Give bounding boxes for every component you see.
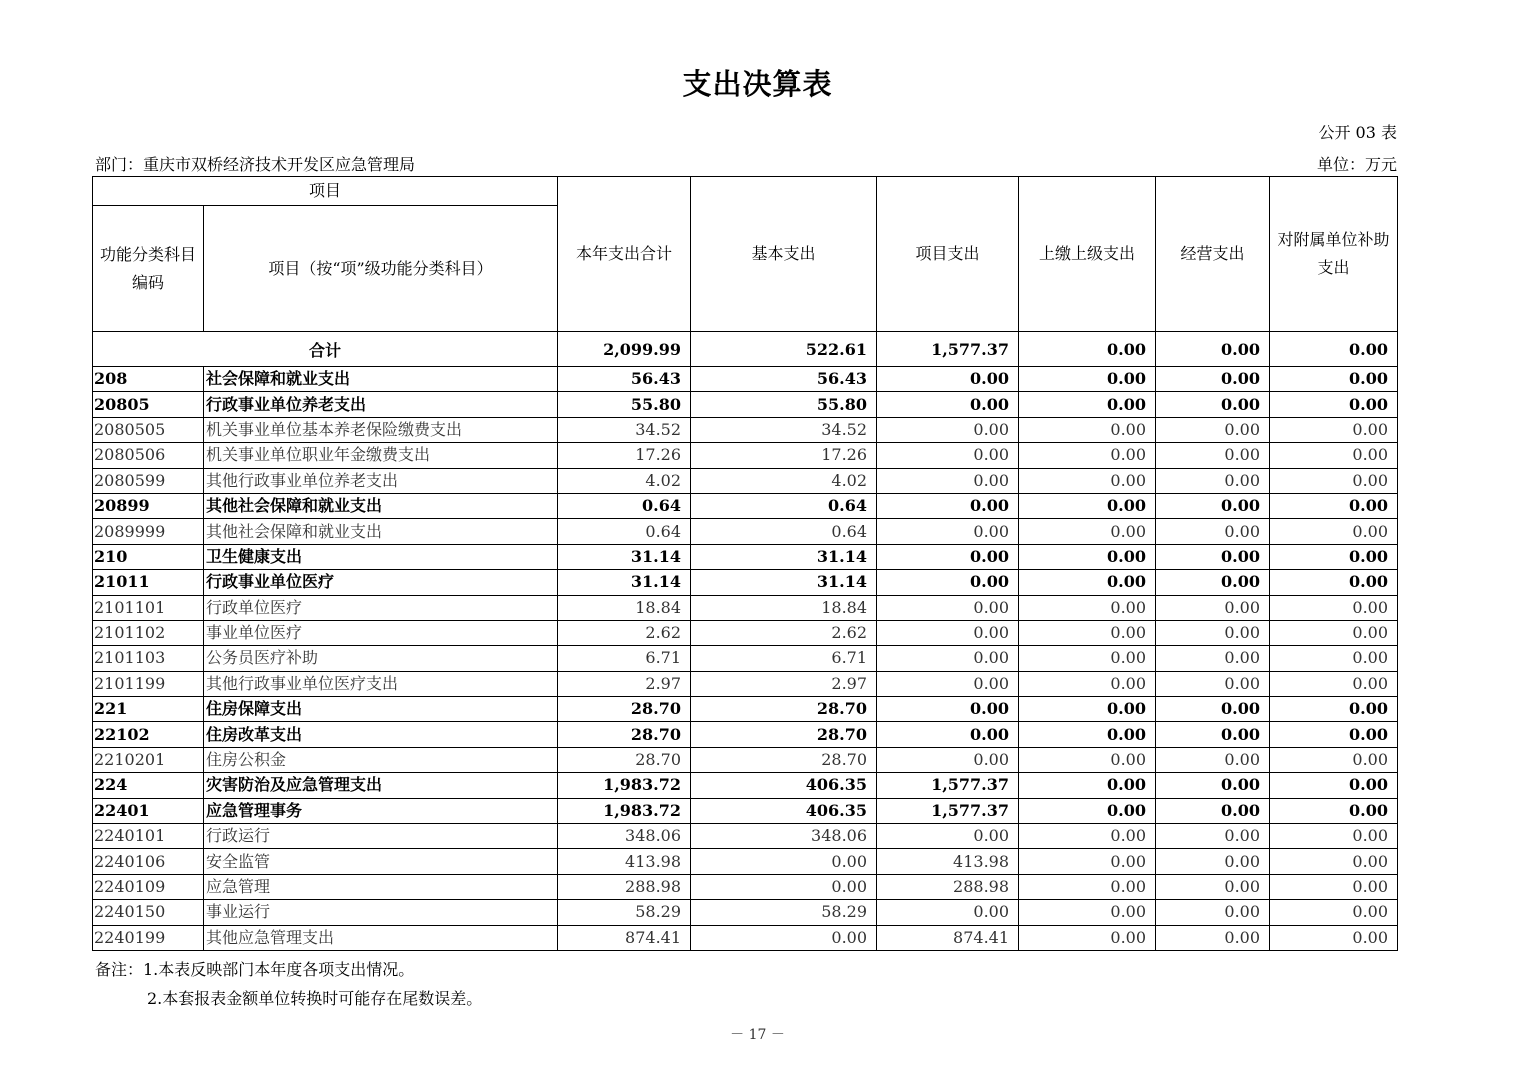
total-row <box>93 332 1398 367</box>
table-row <box>93 798 1398 823</box>
row-business: 0.00 <box>1156 392 1270 417</box>
total-project: 1,577.37 <box>877 332 1019 367</box>
row-subsidy: 0.00 <box>1270 443 1398 468</box>
row-project: 0.00 <box>877 824 1019 849</box>
row-code: 221 <box>93 697 204 722</box>
row-business: 0.00 <box>1156 849 1270 874</box>
row-basic: 2.97 <box>691 671 877 696</box>
row-name: 行政事业单位医疗 <box>204 570 558 595</box>
row-upper: 0.00 <box>1019 925 1156 950</box>
row-business: 0.00 <box>1156 595 1270 620</box>
table-row <box>93 900 1398 925</box>
page-number: － 17 － <box>730 1027 785 1043</box>
row-code: 2101103 <box>93 646 204 671</box>
row-name: 行政单位医疗 <box>204 595 558 620</box>
expenditure-table <box>92 176 1398 951</box>
table-row <box>93 722 1398 747</box>
total-subsidy: 0.00 <box>1270 332 1398 367</box>
row-total: 0.64 <box>558 493 691 518</box>
row-business: 0.00 <box>1156 417 1270 442</box>
row-name: 社会保障和就业支出 <box>204 367 558 392</box>
row-name: 行政运行 <box>204 824 558 849</box>
row-project: 0.00 <box>877 544 1019 569</box>
row-basic: 6.71 <box>691 646 877 671</box>
row-upper: 0.00 <box>1019 824 1156 849</box>
table-row <box>93 697 1398 722</box>
row-basic: 0.00 <box>691 849 877 874</box>
total-upper: 0.00 <box>1019 332 1156 367</box>
row-upper: 0.00 <box>1019 773 1156 798</box>
table-row <box>93 925 1398 950</box>
row-subsidy: 0.00 <box>1270 773 1398 798</box>
row-total: 4.02 <box>558 468 691 493</box>
row-total: 874.41 <box>558 925 691 950</box>
table-row <box>93 392 1398 417</box>
row-subsidy: 0.00 <box>1270 620 1398 645</box>
row-name: 住房公积金 <box>204 747 558 772</box>
table-row <box>93 620 1398 645</box>
table-row <box>93 570 1398 595</box>
row-code: 2240199 <box>93 925 204 950</box>
row-total: 348.06 <box>558 824 691 849</box>
row-basic: 31.14 <box>691 544 877 569</box>
row-name: 机关事业单位职业年金缴费支出 <box>204 443 558 468</box>
row-total: 1,983.72 <box>558 773 691 798</box>
table-row <box>93 849 1398 874</box>
row-total: 2.62 <box>558 620 691 645</box>
row-name: 安全监管 <box>204 849 558 874</box>
row-business: 0.00 <box>1156 900 1270 925</box>
header-item: 项目 <box>93 177 558 206</box>
row-total: 34.52 <box>558 417 691 442</box>
row-code: 22401 <box>93 798 204 823</box>
row-basic: 0.00 <box>691 874 877 899</box>
row-basic: 2.62 <box>691 620 877 645</box>
table-row <box>93 544 1398 569</box>
row-business: 0.00 <box>1156 773 1270 798</box>
row-subsidy: 0.00 <box>1270 544 1398 569</box>
row-total: 28.70 <box>558 722 691 747</box>
row-business: 0.00 <box>1156 874 1270 899</box>
row-project: 0.00 <box>877 493 1019 518</box>
table-row <box>93 595 1398 620</box>
row-total: 31.14 <box>558 570 691 595</box>
row-business: 0.00 <box>1156 468 1270 493</box>
row-basic: 31.14 <box>691 570 877 595</box>
row-project: 0.00 <box>877 900 1019 925</box>
row-name: 其他应急管理支出 <box>204 925 558 950</box>
row-subsidy: 0.00 <box>1270 849 1398 874</box>
row-code: 208 <box>93 367 204 392</box>
row-project: 413.98 <box>877 849 1019 874</box>
row-subsidy: 0.00 <box>1270 722 1398 747</box>
row-project: 1,577.37 <box>877 798 1019 823</box>
table-row <box>93 646 1398 671</box>
row-upper: 0.00 <box>1019 392 1156 417</box>
row-upper: 0.00 <box>1019 747 1156 772</box>
row-subsidy: 0.00 <box>1270 671 1398 696</box>
row-business: 0.00 <box>1156 747 1270 772</box>
row-basic: 17.26 <box>691 443 877 468</box>
row-name: 卫生健康支出 <box>204 544 558 569</box>
row-code: 2089999 <box>93 519 204 544</box>
row-subsidy: 0.00 <box>1270 417 1398 442</box>
row-total: 0.64 <box>558 519 691 544</box>
row-basic: 55.80 <box>691 392 877 417</box>
row-project: 0.00 <box>877 443 1019 468</box>
row-upper: 0.00 <box>1019 443 1156 468</box>
header-business: 经营支出 <box>1156 177 1270 332</box>
row-subsidy: 0.00 <box>1270 824 1398 849</box>
row-upper: 0.00 <box>1019 367 1156 392</box>
row-name: 应急管理 <box>204 874 558 899</box>
header-code: 功能分类科目编码 <box>93 206 204 332</box>
row-subsidy: 0.00 <box>1270 468 1398 493</box>
form-number: 公开 03 表 <box>1318 123 1397 142</box>
row-code: 224 <box>93 773 204 798</box>
row-code: 2210201 <box>93 747 204 772</box>
row-subsidy: 0.00 <box>1270 697 1398 722</box>
row-business: 0.00 <box>1156 443 1270 468</box>
row-name: 机关事业单位基本养老保险缴费支出 <box>204 417 558 442</box>
table-row <box>93 671 1398 696</box>
row-basic: 28.70 <box>691 747 877 772</box>
row-upper: 0.00 <box>1019 595 1156 620</box>
row-business: 0.00 <box>1156 620 1270 645</box>
row-code: 2101101 <box>93 595 204 620</box>
total-total: 2,099.99 <box>558 332 691 367</box>
row-basic: 28.70 <box>691 697 877 722</box>
row-upper: 0.00 <box>1019 849 1156 874</box>
row-subsidy: 0.00 <box>1270 900 1398 925</box>
total-label: 合计 <box>93 332 558 367</box>
row-name: 其他行政事业单位养老支出 <box>204 468 558 493</box>
row-basic: 406.35 <box>691 798 877 823</box>
row-name: 住房保障支出 <box>204 697 558 722</box>
header-project: 项目支出 <box>877 177 1019 332</box>
row-subsidy: 0.00 <box>1270 392 1398 417</box>
row-subsidy: 0.00 <box>1270 646 1398 671</box>
row-total: 55.80 <box>558 392 691 417</box>
row-code: 21011 <box>93 570 204 595</box>
table-row <box>93 773 1398 798</box>
row-project: 0.00 <box>877 367 1019 392</box>
row-subsidy: 0.00 <box>1270 493 1398 518</box>
row-code: 22102 <box>93 722 204 747</box>
row-business: 0.00 <box>1156 671 1270 696</box>
row-project: 0.00 <box>877 671 1019 696</box>
row-business: 0.00 <box>1156 824 1270 849</box>
row-upper: 0.00 <box>1019 697 1156 722</box>
row-business: 0.00 <box>1156 697 1270 722</box>
row-upper: 0.00 <box>1019 900 1156 925</box>
row-name: 公务员医疗补助 <box>204 646 558 671</box>
table-row <box>93 367 1398 392</box>
row-project: 0.00 <box>877 747 1019 772</box>
row-project: 0.00 <box>877 595 1019 620</box>
row-project: 0.00 <box>877 392 1019 417</box>
row-basic: 4.02 <box>691 468 877 493</box>
row-total: 288.98 <box>558 874 691 899</box>
row-business: 0.00 <box>1156 544 1270 569</box>
row-business: 0.00 <box>1156 925 1270 950</box>
note-1: 备注：1.本表反映部门本年度各项支出情况。 <box>95 960 415 979</box>
row-basic: 0.64 <box>691 493 877 518</box>
row-code: 2101102 <box>93 620 204 645</box>
row-name: 行政事业单位养老支出 <box>204 392 558 417</box>
row-subsidy: 0.00 <box>1270 570 1398 595</box>
table-row <box>93 493 1398 518</box>
row-code: 2101199 <box>93 671 204 696</box>
header-subsidy: 对附属单位补助支出 <box>1270 177 1398 332</box>
row-name: 其他行政事业单位医疗支出 <box>204 671 558 696</box>
row-upper: 0.00 <box>1019 722 1156 747</box>
row-basic: 34.52 <box>691 417 877 442</box>
row-basic: 0.00 <box>691 925 877 950</box>
row-upper: 0.00 <box>1019 570 1156 595</box>
row-project: 874.41 <box>877 925 1019 950</box>
row-name: 其他社会保障和就业支出 <box>204 493 558 518</box>
row-business: 0.00 <box>1156 798 1270 823</box>
row-code: 2240109 <box>93 874 204 899</box>
table-row <box>93 874 1398 899</box>
row-project: 0.00 <box>877 570 1019 595</box>
row-basic: 28.70 <box>691 722 877 747</box>
row-name: 灾害防治及应急管理支出 <box>204 773 558 798</box>
row-code: 210 <box>93 544 204 569</box>
table-row <box>93 443 1398 468</box>
row-code: 2080599 <box>93 468 204 493</box>
row-business: 0.00 <box>1156 722 1270 747</box>
note-2: 2.本套报表金额单位转换时可能存在尾数误差。 <box>147 989 483 1008</box>
total-business: 0.00 <box>1156 332 1270 367</box>
row-project: 288.98 <box>877 874 1019 899</box>
row-total: 31.14 <box>558 544 691 569</box>
row-code: 2080505 <box>93 417 204 442</box>
header-basic: 基本支出 <box>691 177 877 332</box>
row-project: 0.00 <box>877 722 1019 747</box>
table-row <box>93 468 1398 493</box>
row-subsidy: 0.00 <box>1270 874 1398 899</box>
total-basic: 522.61 <box>691 332 877 367</box>
row-subsidy: 0.00 <box>1270 367 1398 392</box>
row-name: 其他社会保障和就业支出 <box>204 519 558 544</box>
row-code: 20805 <box>93 392 204 417</box>
row-upper: 0.00 <box>1019 874 1156 899</box>
row-upper: 0.00 <box>1019 544 1156 569</box>
row-upper: 0.00 <box>1019 646 1156 671</box>
row-name: 应急管理事务 <box>204 798 558 823</box>
row-code: 2080506 <box>93 443 204 468</box>
row-basic: 406.35 <box>691 773 877 798</box>
row-code: 2240150 <box>93 900 204 925</box>
row-project: 0.00 <box>877 417 1019 442</box>
row-total: 58.29 <box>558 900 691 925</box>
row-code: 2240106 <box>93 849 204 874</box>
row-subsidy: 0.00 <box>1270 798 1398 823</box>
row-upper: 0.00 <box>1019 417 1156 442</box>
row-total: 28.70 <box>558 697 691 722</box>
row-subsidy: 0.00 <box>1270 747 1398 772</box>
table-row <box>93 417 1398 442</box>
department-label: 部门：重庆市双桥经济技术开发区应急管理局 <box>95 155 416 174</box>
row-business: 0.00 <box>1156 570 1270 595</box>
table-row <box>93 747 1398 772</box>
row-project: 1,577.37 <box>877 773 1019 798</box>
header-name: 项目（按“项”级功能分类科目） <box>204 206 558 332</box>
row-basic: 18.84 <box>691 595 877 620</box>
row-subsidy: 0.00 <box>1270 595 1398 620</box>
row-business: 0.00 <box>1156 367 1270 392</box>
row-project: 0.00 <box>877 519 1019 544</box>
row-basic: 58.29 <box>691 900 877 925</box>
row-basic: 348.06 <box>691 824 877 849</box>
table-row <box>93 519 1398 544</box>
row-basic: 0.64 <box>691 519 877 544</box>
page-title: 支出决算表 <box>682 67 833 101</box>
header-total: 本年支出合计 <box>558 177 691 332</box>
row-business: 0.00 <box>1156 646 1270 671</box>
row-project: 0.00 <box>877 646 1019 671</box>
row-name: 事业运行 <box>204 900 558 925</box>
row-subsidy: 0.00 <box>1270 925 1398 950</box>
row-upper: 0.00 <box>1019 798 1156 823</box>
row-total: 28.70 <box>558 747 691 772</box>
header-upper: 上缴上级支出 <box>1019 177 1156 332</box>
table-row <box>93 824 1398 849</box>
row-project: 0.00 <box>877 697 1019 722</box>
row-project: 0.00 <box>877 468 1019 493</box>
row-total: 17.26 <box>558 443 691 468</box>
row-project: 0.00 <box>877 620 1019 645</box>
row-subsidy: 0.00 <box>1270 519 1398 544</box>
row-upper: 0.00 <box>1019 493 1156 518</box>
row-name: 住房改革支出 <box>204 722 558 747</box>
row-name: 事业单位医疗 <box>204 620 558 645</box>
row-upper: 0.00 <box>1019 468 1156 493</box>
row-upper: 0.00 <box>1019 620 1156 645</box>
row-upper: 0.00 <box>1019 671 1156 696</box>
row-total: 56.43 <box>558 367 691 392</box>
row-total: 18.84 <box>558 595 691 620</box>
row-total: 413.98 <box>558 849 691 874</box>
row-total: 2.97 <box>558 671 691 696</box>
row-code: 20899 <box>93 493 204 518</box>
row-total: 1,983.72 <box>558 798 691 823</box>
row-business: 0.00 <box>1156 493 1270 518</box>
row-business: 0.00 <box>1156 519 1270 544</box>
unit-label: 单位：万元 <box>1316 155 1397 174</box>
row-total: 6.71 <box>558 646 691 671</box>
row-code: 2240101 <box>93 824 204 849</box>
row-upper: 0.00 <box>1019 519 1156 544</box>
row-basic: 56.43 <box>691 367 877 392</box>
